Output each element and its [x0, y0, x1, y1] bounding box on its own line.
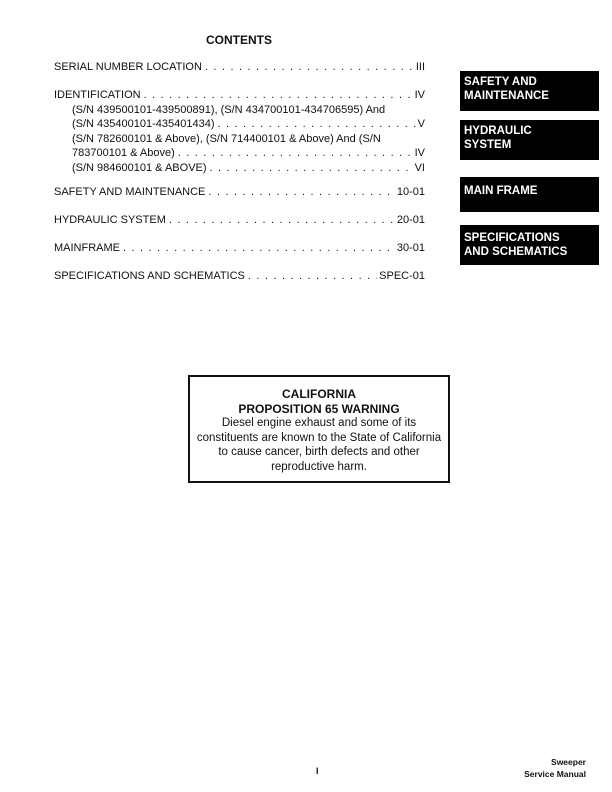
tab-label: HYDRAULIC — [464, 125, 532, 137]
toc-page: 10-01 — [396, 186, 425, 198]
tab-label: SPECIFICATIONS — [464, 232, 560, 244]
toc-label: SAFETY AND MAINTENANCE — [54, 186, 206, 198]
prop65-warning-box — [188, 375, 450, 483]
toc-identification[interactable] — [54, 89, 425, 176]
leader-dots — [120, 242, 395, 254]
leader-dots — [215, 118, 416, 130]
toc-page: VI — [414, 161, 425, 174]
leader-dots — [175, 147, 413, 159]
toc-page: III — [415, 61, 425, 73]
toc-hydraulic[interactable] — [54, 214, 425, 229]
tab-specifications-schematics[interactable] — [460, 225, 599, 265]
toc-sub-label: (S/N 984600101 & ABOVE) — [72, 161, 207, 174]
leader-dots — [245, 270, 377, 282]
toc-page: 20-01 — [396, 214, 425, 226]
tab-label: MAIN FRAME — [464, 185, 538, 197]
warning-heading: CALIFORNIA — [282, 387, 356, 401]
footer-manual: Service Manual — [524, 769, 586, 779]
toc-specs[interactable] — [54, 270, 425, 285]
leader-dots — [166, 214, 395, 226]
page-title: CONTENTS — [206, 33, 272, 47]
warning-text: constituents are known to the State of California — [196, 431, 442, 444]
toc-page: 30-01 — [396, 242, 425, 254]
toc-sub-label: 783700101 & Above) — [72, 147, 175, 159]
footer-product: Sweeper — [551, 757, 586, 767]
toc-label: HYDRAULIC SYSTEM — [54, 214, 166, 226]
warning-text: Diesel engine exhaust and some of its — [221, 417, 417, 429]
tab-main-frame[interactable] — [460, 177, 599, 212]
tab-label: SAFETY AND — [464, 76, 537, 88]
warning-text: reproductive harm. — [271, 460, 367, 473]
warning-heading: PROPOSITION 65 WARNING — [238, 401, 400, 416]
toc-serial[interactable] — [54, 61, 425, 76]
tab-label: SYSTEM — [464, 139, 512, 151]
warning-text: to cause cancer, birth defects and other — [218, 446, 420, 458]
tab-label: AND SCHEMATICS — [464, 246, 568, 258]
leader-dots — [202, 61, 414, 73]
toc-mainframe[interactable] — [54, 242, 425, 257]
toc-label: MAINFRAME — [54, 242, 120, 254]
leader-dots — [207, 162, 413, 174]
leader-dots — [205, 186, 394, 198]
toc-label: SERIAL NUMBER LOCATION — [54, 61, 202, 73]
toc-label: SPECIFICATIONS AND SCHEMATICS — [54, 270, 245, 282]
toc-sub-label: (S/N 435400101-435401434) — [72, 118, 215, 130]
toc-sub-label: (S/N 782600101 & Above), (S/N 714400101 & Above) And (S/N — [72, 132, 381, 145]
tab-safety-maintenance[interactable] — [460, 71, 599, 111]
page-number: I — [316, 766, 319, 776]
toc-sub-label: (S/N 439500101-439500891), (S/N 434700101-434706595) And — [72, 103, 386, 116]
toc-safety[interactable] — [54, 186, 425, 201]
toc-label: IDENTIFICATION — [54, 89, 141, 101]
toc-page: IV — [414, 147, 425, 159]
toc-page: V — [417, 118, 425, 130]
footer-manual-title — [524, 756, 586, 780]
tab-label: MAINTENANCE — [464, 90, 549, 102]
leader-dots — [141, 89, 413, 101]
toc-page: IV — [414, 89, 425, 101]
tab-hydraulic-system[interactable] — [460, 120, 599, 160]
toc-page: SPEC-01 — [379, 270, 425, 282]
